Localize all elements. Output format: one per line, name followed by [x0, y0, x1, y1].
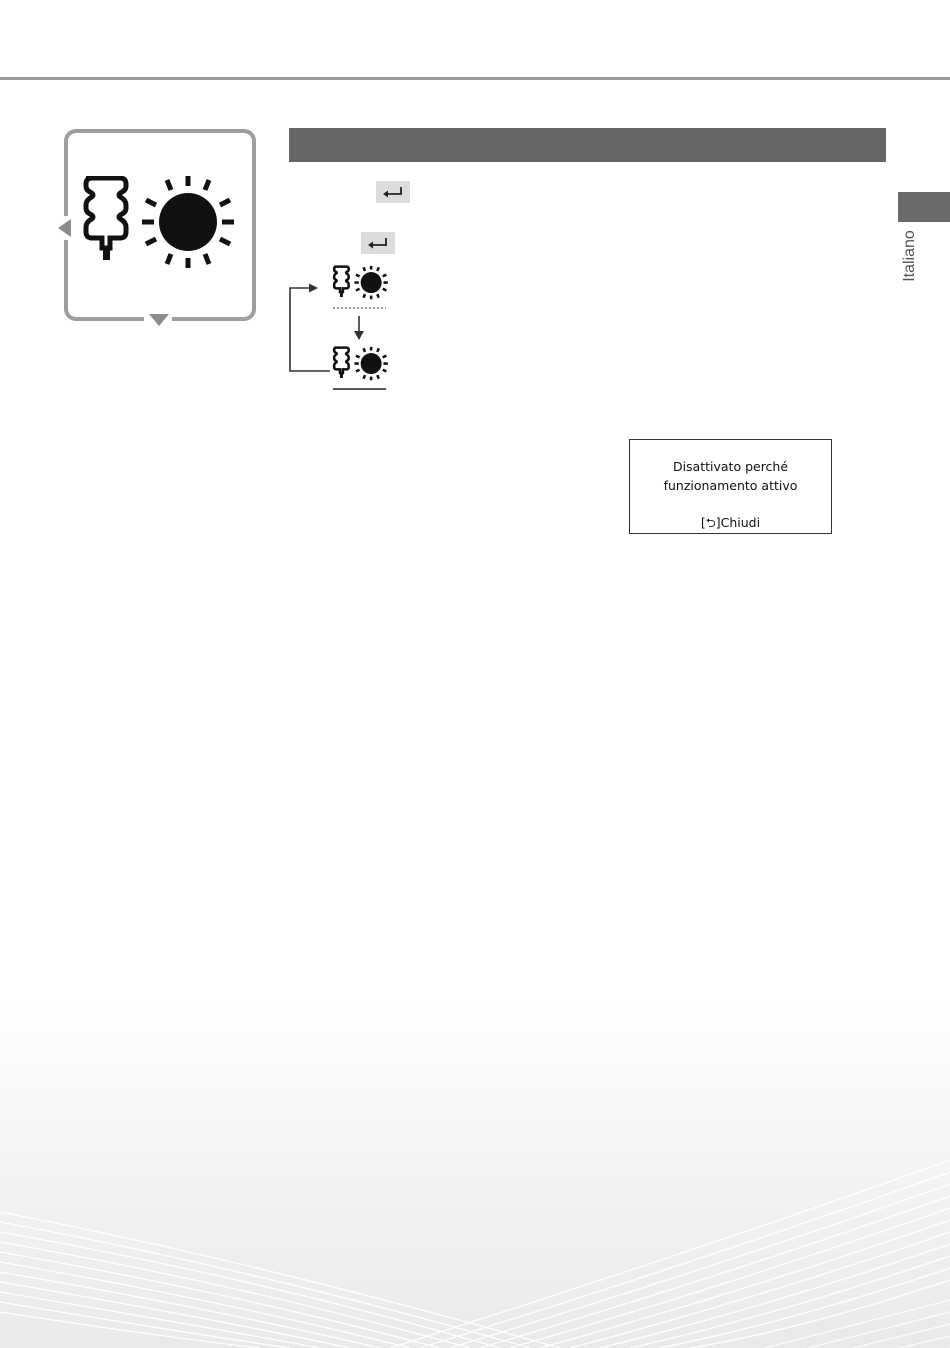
grill-sun-small-icon — [332, 265, 390, 303]
section-header-bar — [289, 128, 886, 162]
popup-message-line1: Disattivato perché — [672, 459, 789, 474]
enter-key-icon — [376, 181, 410, 203]
language-label: Italiano — [901, 230, 918, 282]
grill-sun-icon — [80, 176, 240, 276]
background-wave-decoration — [0, 1000, 950, 1348]
triangle-left-icon — [56, 218, 72, 238]
disabled-message-popup — [629, 439, 832, 534]
triangle-down-icon — [148, 313, 170, 327]
grill-sun-small-icon — [332, 346, 390, 384]
top-rule — [0, 77, 950, 80]
enter-key-icon — [361, 232, 395, 254]
popup-close-label[interactable]: [⮌]Chiudi — [700, 515, 761, 530]
mode-cycle-diagram — [286, 260, 396, 395]
popup-message-line2: funzionamento attivo — [663, 478, 798, 493]
display-panel — [56, 126, 266, 328]
